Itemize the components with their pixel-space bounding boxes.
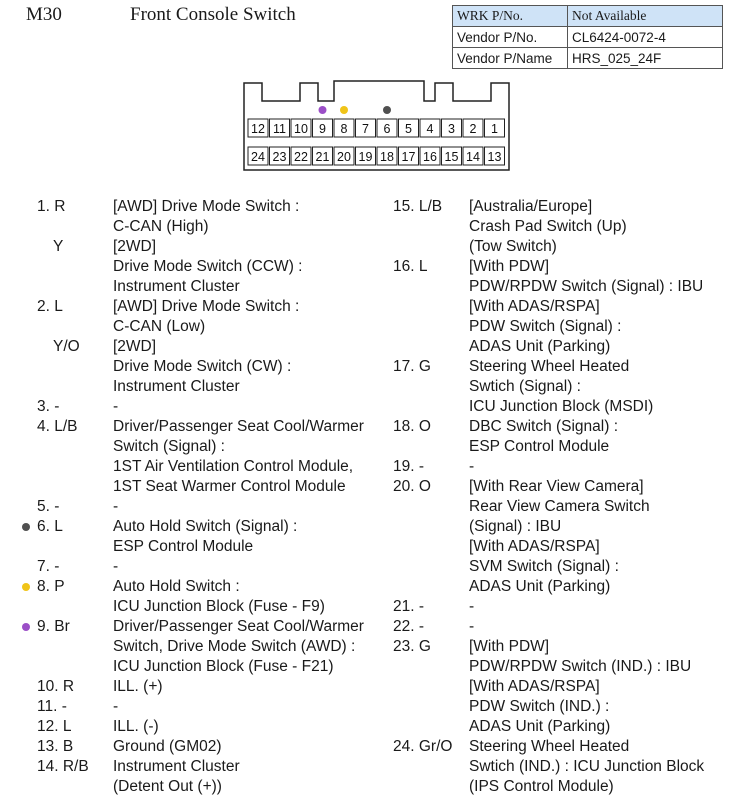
- pin-description: [With Rear View Camera]: [469, 478, 644, 495]
- pin-id: 21. -: [393, 598, 425, 615]
- pin-description: (Signal) : IBU: [469, 518, 562, 535]
- pin-id: [393, 377, 469, 397]
- pin-description: PDW Switch (IND.) :: [469, 698, 610, 715]
- pin-id: [37, 457, 113, 477]
- pin-id: [393, 237, 469, 257]
- pin-bottom-label: 14: [466, 150, 480, 164]
- pin-description: -: [113, 498, 119, 515]
- pin-row: [37, 237, 364, 257]
- pin-description: Auto Hold Switch (Signal) :: [113, 518, 298, 535]
- pin-description: Auto Hold Switch :: [113, 578, 240, 595]
- pin-id: [393, 277, 469, 297]
- pin-description: ADAS Unit (Parking): [469, 718, 611, 735]
- pin-top-label: 8: [340, 122, 348, 136]
- pin-id: [393, 697, 469, 717]
- pin-description: Instrument Cluster: [113, 378, 240, 395]
- pin-row: [37, 197, 364, 217]
- pin-description: Rear View Camera Switch: [469, 498, 650, 515]
- pin-description: [With PDW]: [469, 258, 550, 275]
- pin-description: -: [469, 598, 475, 615]
- pin-id: [393, 577, 469, 597]
- pin-id: [37, 777, 113, 797]
- pin-description: Steering Wheel Heated: [469, 358, 630, 375]
- pin-description: DBC Switch (Signal) :: [469, 418, 619, 435]
- pin-id: 19. -: [393, 458, 425, 475]
- pin-row: [393, 697, 704, 717]
- pin-id: 4. L/B: [37, 418, 78, 435]
- pin-id: Y: [53, 238, 64, 255]
- pin-id: [393, 437, 469, 457]
- pin-top-label: 7: [362, 122, 369, 136]
- pin-description: SVM Switch (Signal) :: [469, 558, 619, 575]
- pin-id: 10. R: [37, 678, 75, 695]
- pin-row: [37, 717, 364, 737]
- pin-description: (Detent Out (+)): [113, 778, 222, 795]
- pin-id: 3. -: [37, 398, 60, 415]
- pin-id: 12. L: [37, 718, 72, 735]
- pin-id: 13. B: [37, 738, 74, 755]
- pin-top-label: 1: [491, 122, 498, 136]
- pin-description: -: [113, 558, 119, 575]
- pin-row: [37, 737, 364, 757]
- pin-description: -: [469, 618, 475, 635]
- pin-row: [37, 677, 364, 697]
- pin-description: ILL. (+): [113, 678, 163, 695]
- pin-top-label: 6: [383, 122, 391, 136]
- pin-row: [393, 737, 704, 757]
- pin-description: Crash Pad Switch (Up): [469, 218, 627, 235]
- pin-marker-dot: [22, 583, 30, 591]
- pin-description: C-CAN (Low): [113, 318, 206, 335]
- pin-description: PDW Switch (Signal) :: [469, 318, 622, 335]
- pin-id: [37, 637, 113, 657]
- pin-row: [37, 277, 364, 297]
- pin-description: -: [469, 458, 475, 475]
- pin-description: [With ADAS/RSPA]: [469, 538, 600, 555]
- pin-id: 17. G: [393, 358, 431, 375]
- pin-id: [37, 377, 113, 397]
- pin-description: 1ST Seat Warmer Control Module: [113, 478, 346, 495]
- pin-row: [393, 317, 704, 337]
- pin-row: [37, 617, 364, 637]
- pin-description: Instrument Cluster: [113, 758, 240, 775]
- pin-row: [37, 437, 364, 457]
- pin-id: 23. G: [393, 638, 431, 655]
- pin-row: [393, 417, 704, 437]
- pin-row: [393, 457, 704, 477]
- pin-description: (Tow Switch): [469, 238, 557, 255]
- pin-top-label: 5: [405, 122, 412, 136]
- pin-top-label: 2: [469, 122, 477, 136]
- pin-row: [37, 377, 364, 397]
- pin-row: [37, 417, 364, 437]
- connector-diagram: [0, 0, 751, 180]
- pin-row: [393, 777, 704, 797]
- pin-id: [393, 677, 469, 697]
- pin-description: Swtich (Signal) :: [469, 378, 581, 395]
- pin-bottom-label: 17: [401, 150, 416, 164]
- pin-description: Switch (Signal) :: [113, 438, 225, 455]
- pin-row: [37, 337, 364, 357]
- pin-row: [37, 257, 364, 277]
- pin-id: Y/O: [53, 338, 80, 355]
- info-value: CL6424-0072-4: [568, 27, 723, 48]
- pin-top-label: 4: [426, 122, 434, 136]
- pin-row: [37, 637, 364, 657]
- pin-row: [393, 557, 704, 577]
- pin-id: [37, 277, 113, 297]
- pin-row: [393, 577, 704, 597]
- pin-id: [37, 257, 113, 277]
- pin-id: [393, 217, 469, 237]
- pin-marker-dot: [319, 106, 327, 114]
- pin-row: [393, 257, 704, 277]
- pin-row: [37, 657, 364, 677]
- pin-marker-dot: [22, 623, 30, 631]
- pin-id: 11. -: [37, 698, 67, 715]
- pin-description: PDW/RPDW Switch (IND.) : IBU: [469, 658, 692, 675]
- pin-description: 1ST Air Ventilation Control Module,: [113, 458, 354, 475]
- pin-description: ESP Control Module: [469, 438, 610, 455]
- pin-description: ESP Control Module: [113, 538, 254, 555]
- pin-row: [37, 297, 364, 317]
- pin-row: [393, 757, 704, 777]
- info-value: HRS_025_24F: [568, 48, 723, 69]
- pin-row: [393, 657, 704, 677]
- pin-description: Driver/Passenger Seat Cool/Warmer: [113, 618, 364, 635]
- right-pin-list: [393, 197, 704, 797]
- pin-description: ILL. (-): [113, 718, 159, 735]
- pin-row: [37, 777, 364, 797]
- left-pin-list: [37, 197, 364, 797]
- pin-description: [2WD]: [113, 238, 157, 255]
- pin-bottom-label: 24: [251, 150, 265, 164]
- pin-description: [Australia/Europe]: [469, 198, 593, 215]
- pin-description: [AWD] Drive Mode Switch :: [113, 298, 300, 315]
- pin-bottom-label: 21: [315, 150, 330, 164]
- pin-description: (IPS Control Module): [469, 778, 614, 795]
- pin-description: Drive Mode Switch (CW) :: [113, 358, 292, 375]
- pin-id: 6. L: [37, 518, 63, 535]
- info-key: Vendor P/Name: [453, 48, 568, 69]
- pin-description: [With ADAS/RSPA]: [469, 298, 600, 315]
- pin-row: [393, 337, 704, 357]
- pin-description: ICU Junction Block (Fuse - F9): [113, 598, 325, 615]
- pin-marker-dot: [383, 106, 391, 114]
- pin-row: [393, 277, 704, 297]
- pin-bottom-label: 22: [294, 150, 308, 164]
- pin-id: 20. O: [393, 478, 431, 495]
- pin-description: Swtich (IND.) : ICU Junction Block: [469, 758, 705, 775]
- pin-description: [With ADAS/RSPA]: [469, 678, 600, 695]
- pin-description: [With PDW]: [469, 638, 550, 655]
- pin-id: [37, 317, 113, 337]
- pin-row: [37, 457, 364, 477]
- pin-id: [37, 657, 113, 677]
- pin-top-label: 9: [319, 122, 326, 136]
- pin-row: [393, 477, 704, 497]
- pin-bottom-label: 19: [358, 150, 373, 164]
- pin-row: [37, 357, 364, 377]
- pin-row: [393, 717, 704, 737]
- pin-description: Ground (GM02): [113, 738, 222, 755]
- pin-id: 18. O: [393, 418, 431, 435]
- pin-top-label: 3: [448, 122, 455, 136]
- pin-top-label: 10: [294, 122, 308, 136]
- pin-row: [393, 437, 704, 457]
- pin-row: [393, 677, 704, 697]
- pin-id: 8. P: [37, 578, 65, 595]
- pin-row: [37, 477, 364, 497]
- pin-id: 9. Br: [37, 618, 70, 635]
- pin-row: [37, 557, 364, 577]
- pin-id: [393, 537, 469, 557]
- pin-description: C-CAN (High): [113, 218, 209, 235]
- pin-id: [37, 537, 113, 557]
- pin-id: [37, 217, 113, 237]
- pin-id: 5. -: [37, 498, 60, 515]
- pin-id: [393, 657, 469, 677]
- pin-bottom-label: 18: [380, 150, 394, 164]
- pin-id: [393, 397, 469, 417]
- pin-id: [393, 497, 469, 517]
- pin-id: [37, 477, 113, 497]
- pin-id: [393, 517, 469, 537]
- pin-id: [393, 717, 469, 737]
- pin-row: [393, 617, 704, 637]
- pin-row: [393, 497, 704, 517]
- pin-row: [37, 597, 364, 617]
- pin-marker-dot: [340, 106, 348, 114]
- pin-description: Switch, Drive Mode Switch (AWD) :: [113, 638, 356, 655]
- pin-bottom-label: 16: [423, 150, 437, 164]
- pin-id: [37, 437, 113, 457]
- pin-row: [393, 237, 704, 257]
- pin-row: [393, 357, 704, 377]
- pin-row: [37, 577, 364, 597]
- pin-bottom-label: 13: [487, 150, 502, 164]
- pin-description: ICU Junction Block (Fuse - F21): [113, 658, 334, 675]
- pin-id: [393, 757, 469, 777]
- pin-row: [393, 377, 704, 397]
- pin-row: [37, 497, 364, 517]
- pin-id: 14. R/B: [37, 758, 89, 775]
- pin-description: -: [113, 698, 119, 715]
- pin-row: [37, 217, 364, 237]
- pin-row: [37, 757, 364, 777]
- pin-top-label: 11: [273, 122, 286, 136]
- pin-id: 1. R: [37, 198, 66, 215]
- pin-id: [37, 357, 113, 377]
- pin-row: [393, 597, 704, 617]
- pin-description: Instrument Cluster: [113, 278, 240, 295]
- pin-row: [37, 397, 364, 417]
- pin-top-label: 12: [251, 122, 265, 136]
- pin-description: -: [113, 398, 119, 415]
- pin-bottom-label: 23: [272, 150, 287, 164]
- pin-row: [393, 637, 704, 657]
- pin-id: 24. Gr/O: [393, 738, 453, 755]
- pin-row: [37, 317, 364, 337]
- pin-bottom-label: 20: [337, 150, 351, 164]
- pin-marker-dot: [22, 523, 30, 531]
- info-key: Vendor P/No.: [453, 27, 568, 48]
- pin-id: 16. L: [393, 258, 428, 275]
- pin-row: [37, 697, 364, 717]
- pin-row: [37, 537, 364, 557]
- connector-code: M30: [26, 4, 62, 25]
- pin-id: 22. -: [393, 618, 425, 635]
- pin-description: [AWD] Drive Mode Switch :: [113, 198, 300, 215]
- pin-description: PDW/RPDW Switch (Signal) : IBU: [469, 278, 704, 295]
- pin-row: [393, 537, 704, 557]
- pin-row: [393, 197, 704, 217]
- pin-description: ADAS Unit (Parking): [469, 338, 611, 355]
- pin-id: [37, 597, 113, 617]
- info-key: WRK P/No.: [453, 6, 568, 27]
- pin-description: Steering Wheel Heated: [469, 738, 630, 755]
- page-title: Front Console Switch: [130, 4, 296, 25]
- info-value: Not Available: [568, 6, 723, 27]
- pin-row: [393, 297, 704, 317]
- pin-description: ICU Junction Block (MSDI): [469, 398, 654, 415]
- pin-row: [393, 517, 704, 537]
- pin-id: [393, 557, 469, 577]
- pin-id: [393, 337, 469, 357]
- pin-description: Drive Mode Switch (CCW) :: [113, 258, 303, 275]
- pin-row: [393, 397, 704, 417]
- pin-description: [2WD]: [113, 338, 157, 355]
- pin-row: [393, 217, 704, 237]
- pin-id: [393, 317, 469, 337]
- pin-id: [393, 297, 469, 317]
- pin-row: [37, 517, 364, 537]
- pin-description: Driver/Passenger Seat Cool/Warmer: [113, 418, 364, 435]
- pin-id: 2. L: [37, 298, 63, 315]
- pin-bottom-label: 15: [444, 150, 459, 164]
- pin-id: [393, 777, 469, 797]
- pin-id: 7. -: [37, 558, 60, 575]
- pin-id: 15. L/B: [393, 198, 443, 215]
- pin-description: ADAS Unit (Parking): [469, 578, 611, 595]
